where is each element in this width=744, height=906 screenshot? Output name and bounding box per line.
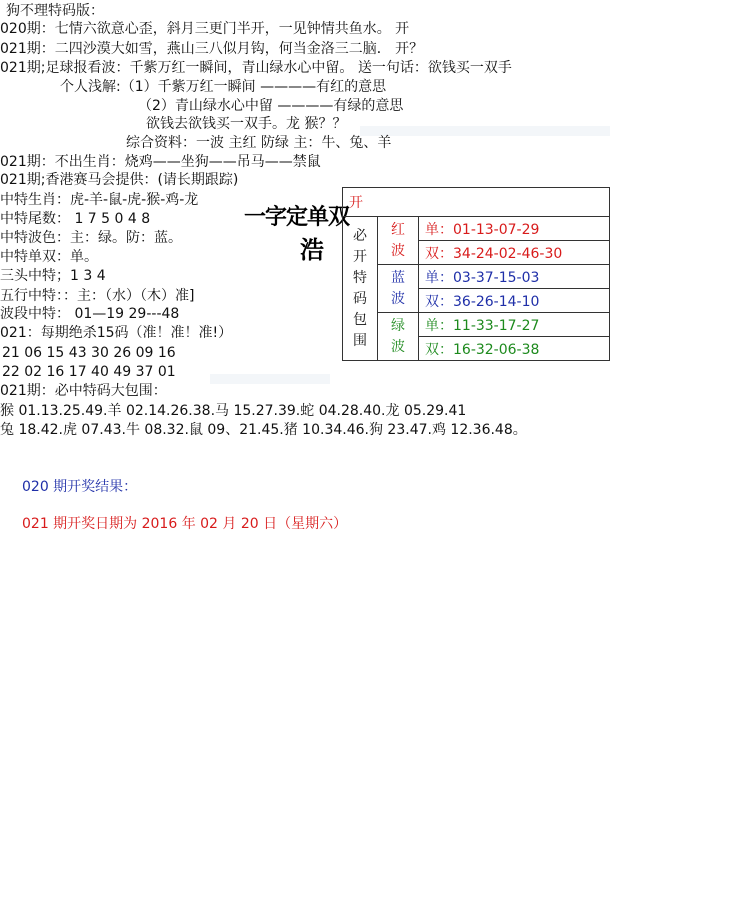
- red-odd-row: 单：01-13-07-29: [419, 217, 610, 241]
- bundle-table: [342, 187, 610, 361]
- text-line-12: 中特波色：主：绿。防：蓝。: [0, 230, 182, 246]
- text-line-22: 兔 18.42.虎 07.43.牛 08.32.鼠 09、21.45.猪 10.34.46.狗 23.47.鸡 12.36.48。: [0, 422, 527, 438]
- text-line-17: 021：每期绝杀15码（准！准！准!）: [0, 325, 233, 341]
- text-line-10: 中特生肖：虎-羊-鼠-虎-猴-鸡-龙: [0, 192, 199, 208]
- text-line-11: 中特尾数： 1 7 5 0 4 8: [0, 211, 151, 227]
- red-even-row: 双：34-24-02-46-30: [419, 241, 610, 265]
- text-line-6: 欲钱去欲钱买一双手。龙 猴？？: [146, 116, 347, 132]
- page-title: 狗不理特码版：: [6, 3, 104, 19]
- result-label: 020 期开奖结果：: [22, 479, 138, 495]
- green-odd-row: 单：11-33-17-27: [419, 313, 610, 337]
- bundle-label: 必开特码包围: [353, 227, 367, 349]
- text-line-3: 021期;足球报看波：千紫万红一瞬间，青山绿水心中留。 送一句话：欲钱买一双手: [0, 60, 512, 76]
- faint-band: [360, 126, 610, 136]
- text-line-1: 020期：七情六欲意心歪，斜月三更门半开，一见钟情共鱼水。 开: [0, 21, 410, 37]
- text-line-2: 021期：二四沙漠大如雪，燕山三八似月钩，何当金洛三二脑． 开？: [0, 41, 424, 57]
- text-line-21: 猴 01.13.25.49.羊 02.14.26.38.马 15.27.39.蛇 04.28.40.龙 05.29.41: [0, 403, 467, 419]
- open-cell: 开: [343, 188, 610, 217]
- blue-wave-label: 蓝波: [391, 269, 405, 307]
- text-line-19: 22 02 16 17 40 49 37 01: [2, 364, 176, 380]
- green-wave-label: 绿波: [391, 317, 405, 355]
- stamp-char: 浩: [300, 235, 324, 264]
- green-even-row: 双：16-32-06-38: [419, 337, 610, 361]
- blue-even-row: 双：36-26-14-10: [419, 289, 610, 313]
- draw-date: 021 期开奖日期为 2016 年 02 月 20 日（星期六）: [22, 516, 348, 532]
- blue-odd-row: 单：03-37-15-03: [419, 265, 610, 289]
- text-line-14: 三头中特；1 3 4: [0, 268, 106, 284]
- text-line-16: 波段中特： 01—19 29---48: [0, 306, 180, 322]
- stamp-heading: 一字定单双: [244, 204, 350, 230]
- text-line-7: 综合资料：一波 主红 防绿 主：牛、兔、羊: [126, 135, 392, 151]
- text-line-18: 21 06 15 43 30 26 09 16: [2, 345, 176, 361]
- faint-band: [210, 374, 330, 384]
- text-line-20: 021期：必中特码大包围：: [0, 383, 167, 399]
- text-line-15: 五行中特：：主：（水）（木）准]: [0, 288, 195, 304]
- text-line-9: 021期;香港赛马会提供：(请长期跟踪): [0, 172, 239, 188]
- text-line-4: 个人浅解:（1）千紫万红一瞬间 ————有红的意思: [60, 79, 387, 95]
- red-wave-label: 红波: [391, 221, 405, 259]
- text-line-13: 中特单双：单。: [0, 249, 98, 265]
- text-line-8: 021期：不出生肖：烧鸡——坐狗——吊马——禁鼠: [0, 154, 321, 170]
- text-line-5: （2）青山绿水心中留 ————有绿的意思: [138, 98, 404, 114]
